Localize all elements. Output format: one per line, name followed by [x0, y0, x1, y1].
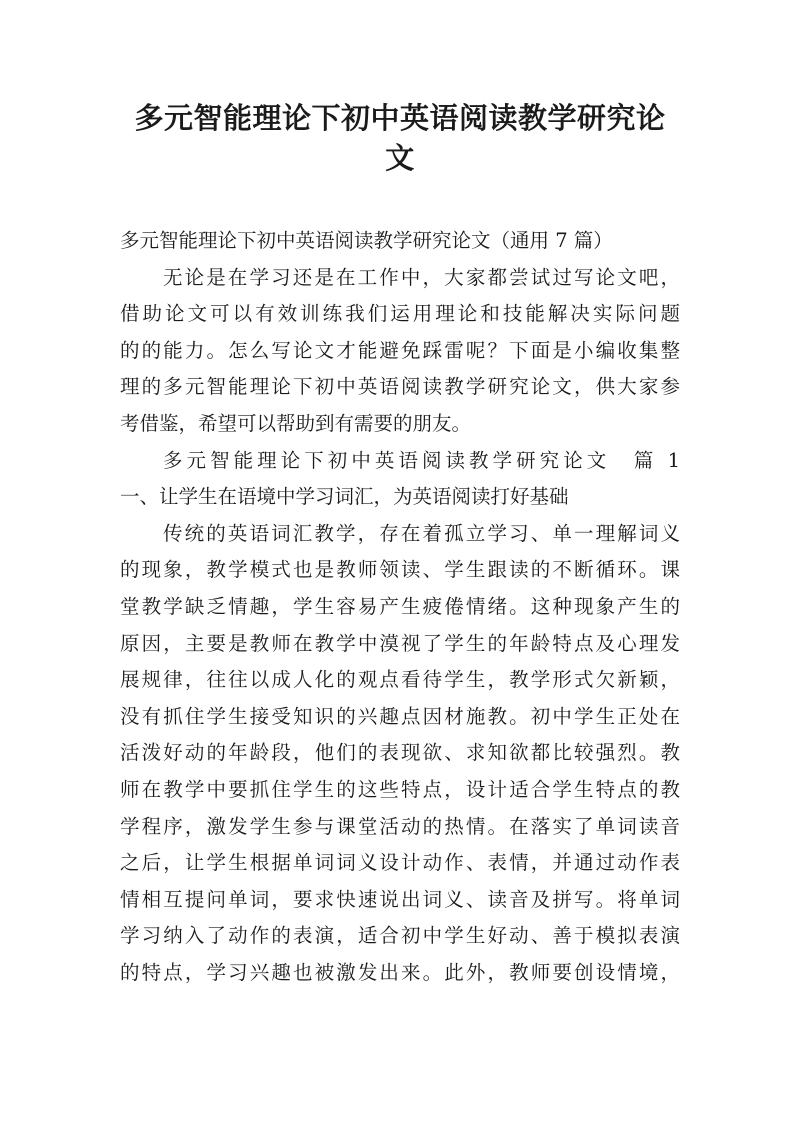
body-text-line: 考借鉴，希望可以帮助到有需要的朋友。 — [120, 412, 472, 435]
body-text-line: 原因，主要是教师在教学中漠视了学生的年龄特点及心理发 — [120, 631, 680, 655]
body-text-line: 传统的英语词汇教学，存在着孤立学习、单一理解词义 — [163, 521, 680, 545]
body-text-line: 展规律，往往以成人化的观点看待学生，教学形式欠新颖， — [120, 668, 680, 692]
body-text-line: 的特点，学习兴趣也被激发出来。此外，教师要创设情境， — [120, 961, 680, 984]
body-text-line: 学程序，激发学生参与课堂活动的热情。在落实了单词读音 — [120, 814, 680, 838]
body-text-line: 多元智能理论下初中英语阅读教学研究论文（通用 7 篇） — [120, 229, 613, 252]
body-text-line: 活泼好动的年龄段，他们的表现欲、求知欲都比较强烈。教 — [120, 741, 680, 765]
body-text-line: 的的能力。怎么写论文才能避免踩雷呢？下面是小编收集整 — [120, 338, 680, 362]
body-text-line: 一、让学生在语境中学习词汇，为英语阅读打好基础 — [120, 485, 569, 509]
body-text-line: 多元智能理论下初中英语阅读教学研究论文 篇 1 — [163, 448, 680, 472]
body-text-line: 之后，让学生根据单词词义设计动作、表情，并通过动作表 — [120, 851, 680, 875]
body-text-line: 借助论文可以有效训练我们运用理论和技能解决实际问题 — [120, 302, 680, 326]
body-text-line: 无论是在学习还是在工作中，大家都尝试过写论文吧， — [163, 265, 680, 289]
body-text-line: 没有抓住学生接受知识的兴趣点因材施教。初中学生正处在 — [120, 704, 680, 728]
body-text-line: 的现象，教学模式也是教师领读、学生跟读的不断循环。课 — [120, 558, 680, 582]
document-title-line-2: 文 — [385, 141, 415, 175]
body-text-line: 情相互提问单词，要求快速说出词义、读音及拼写。将单词 — [120, 887, 680, 911]
body-text-line: 理的多元智能理论下初中英语阅读教学研究论文，供大家参 — [120, 375, 680, 399]
body-text-line: 师在教学中要抓住学生的这些特点，设计适合学生特点的教 — [120, 778, 680, 801]
body-text-line: 堂教学缺乏情趣，学生容易产生疲倦情绪。这种现象产生的 — [120, 595, 680, 618]
document-title-line-1: 多元智能理论下初中英语阅读教学研究论 — [134, 101, 666, 135]
body-text-line: 学习纳入了动作的表演，适合初中学生好动、善于模拟表演 — [120, 924, 680, 948]
